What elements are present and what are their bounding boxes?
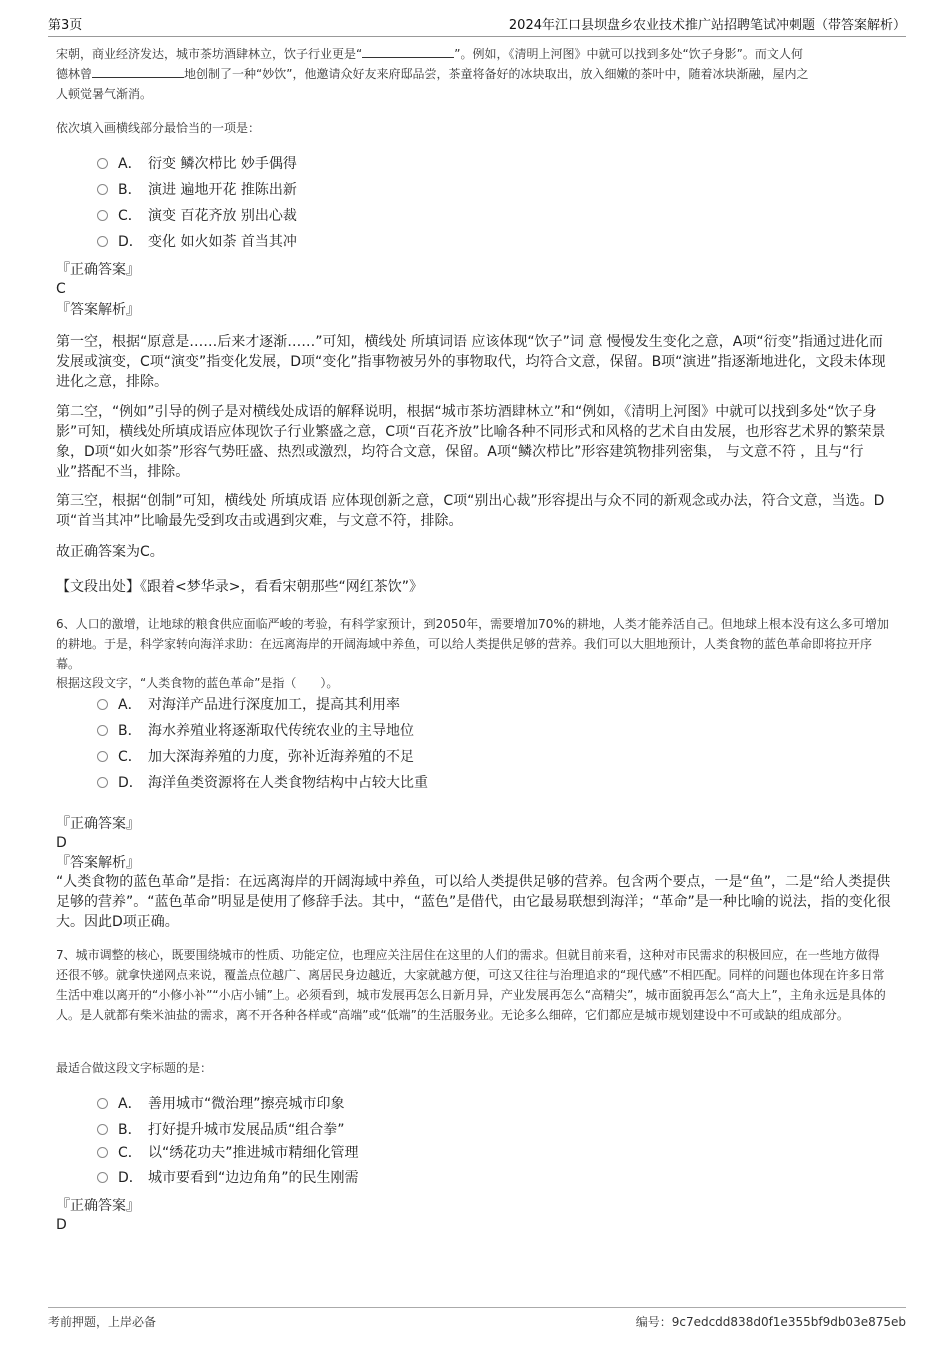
passage-text: 德林曾: [56, 67, 93, 81]
q5-option-d[interactable]: D． 变化 如火如荼 首当其冲: [97, 232, 297, 252]
radio-icon[interactable]: [97, 699, 108, 710]
q5-answer: C: [56, 281, 66, 297]
radio-icon[interactable]: [97, 777, 108, 788]
q5-analysis-label: 『答案解析』: [56, 302, 140, 318]
q7-option-c[interactable]: C． 以“绣花功夫”推进城市精细化管理: [97, 1143, 359, 1163]
q5-analysis-3: 第三空，根据“创制”可知，横线处 所填成语 应体现创新之意，C项“别出心裁”形容提出与众不同的新观念或办法，符合文意，当选。D项“首当其冲”比喻最先受到攻击或遇到灾难，与文意不符，排除。: [56, 493, 885, 529]
q7-option-d[interactable]: D． 城市要看到“边边角角”的民生刚需: [97, 1168, 359, 1188]
q6-option-a[interactable]: A． 对海洋产品进行深度加工，提高其利用率: [97, 695, 400, 715]
q5-option-b[interactable]: B． 演进 遍地开花 推陈出新: [97, 180, 297, 200]
q6-option-c[interactable]: C． 加大深海养殖的力度，弥补近海养殖的不足: [97, 747, 414, 767]
q6-stem: 6、人口的激增，让地球的粮食供应面临严峻的考验，有科学家预计，到2050年，需要增加70%的耕地，人类才能养活自己。但地球上根本没有这么多可增加的耕地。于是，科学家转向海洋求助：在远离海岸的开阔海域中养鱼，可以给人类提供足够的营养。我们可以大胆地预计，人类食物的蓝色革命即将拉开序幕。: [56, 617, 889, 671]
q6-option-d[interactable]: D． 海洋鱼类资源将在人类食物结构中占较大比重: [97, 773, 428, 793]
radio-icon[interactable]: [97, 1124, 108, 1135]
q6-option-b[interactable]: B． 海水养殖业将逐渐取代传统农业的主导地位: [97, 721, 414, 741]
radio-icon[interactable]: [97, 1098, 108, 1109]
q7-answer-label: 『正确答案』: [56, 1198, 140, 1214]
q7-option-a[interactable]: A． 善用城市“微治理”擦亮城市印象: [97, 1094, 345, 1114]
q5-passage: [56, 44, 891, 104]
passage-text: ”。例如，《清明上河图》中就可以找到多处“饮子身影”。而文人何: [454, 47, 803, 61]
footer-slogan: 考前押题，上岸必备: [48, 1315, 157, 1329]
footer-divider: [48, 1307, 906, 1308]
passage-text: 人顿觉暑气渐消。: [56, 87, 153, 101]
fill-blank: [362, 45, 454, 58]
q5-prompt: 依次填入画横线部分最恰当的一项是：: [56, 121, 261, 135]
radio-icon[interactable]: [97, 184, 108, 195]
q5-analysis-2: 第二空，“例如”引导的例子是对横线处成语的解释说明，根据“城市茶坊酒肆林立”和“例如，《清明上河图》中就可以找到多处“饮子身影”可知，横线处所填成语应体现饮子行业繁盛之意，C项“百花齐放”比喻各种不同形式和风格的艺术自由发展，也形容艺术界的繁荣景象，D项“如火如荼”形容气势旺盛、热烈或激烈，均符合文意，保留。A项“鳞次栉比”形容建筑物排列密集， 与文意不符 ，且与“行业”搭配不当，排除。: [56, 404, 886, 480]
q5-source: 【文段出处】《跟着<梦华录>，看看宋朝那些“网红茶饮”》: [56, 579, 423, 595]
q6-analysis-label: 『答案解析』: [56, 855, 140, 871]
q6-analysis: “人类食物的蓝色革命”是指：在远离海岸的开阔海域中养鱼，可以给人类提供足够的营养。包含两个要点，一是“鱼”，二是“给人类提供足够的营养”。“蓝色革命”明显是使用了修辞手法。其中，“蓝色”是借代，由它最易联想到海洋；“革命”是一种比喻的说法，指的变化很大。因此D项正确。: [56, 874, 891, 930]
header-divider: [48, 36, 906, 37]
page-number: 第3页: [48, 18, 83, 33]
radio-icon[interactable]: [97, 236, 108, 247]
radio-icon[interactable]: [97, 1172, 108, 1183]
radio-icon[interactable]: [97, 751, 108, 762]
passage-text: 地创制了一种“妙饮”，他邀请众好友来府邸品尝，茶童将备好的冰块取出，放入细嫩的茶叶中，随着冰块渐融，屋内之: [184, 67, 809, 81]
q5-answer-label: 『正确答案』: [56, 262, 140, 278]
q5-conclusion: 故正确答案为C。: [56, 544, 164, 560]
q5-option-a[interactable]: A． 衍变 鳞次栉比 妙手偶得: [97, 154, 297, 174]
q5-option-c[interactable]: C． 演变 百花齐放 别出心裁: [97, 206, 297, 226]
radio-icon[interactable]: [97, 158, 108, 169]
fill-blank: [92, 65, 184, 78]
q7-answer: D: [56, 1217, 67, 1233]
q7-option-b[interactable]: B． 打好提升城市发展品质“组合拳”: [97, 1120, 345, 1140]
q7-stem: 7、城市调整的核心，既要围绕城市的性质、功能定位，也理应关注居住在这里的人们的需求。但就目前来看，这种对市民需求的积极回应，在一些地方做得还很不够。就拿快递网点来说，覆盖点位越广、离居民身边越近，大家就越方便，可这又往往与治理追求的“现代感”不相匹配。同样的问题也体现在许多日常生活中难以离开的“小修小补”“小店小铺”上。必须看到，城市发展再怎么日新月异，产业发展再怎么“高精尖”，城市面貌再怎么“高大上”，主角永远是具体的人。是人就都有柴米油盐的需求，离不开各种各样或“高端”或“低端”的生活服务业。无论多么细碎，它们都应是城市规划建设中不可或缺的组成部分。: [56, 948, 886, 1022]
q6-prompt: 根据这段文字，“人类食物的蓝色革命”是指（ ）。: [56, 676, 339, 690]
q5-analysis-1: 第一空，根据“原意是……后来才逐渐……”可知，横线处 所填词语 应该体现“饮子”词 意 慢慢发生变化之意，A项“衍变”指通过进化而发展或演变，C项“演变”指变化发展，D项“变化”指事物被另外的事物取代，均符合文意，保留。B项“演进”指逐渐地进化，文段未体现进化之意，排除。: [56, 334, 886, 390]
q7-prompt: 最适合做这段文字标题的是：: [56, 1061, 213, 1075]
page-header: [48, 14, 906, 34]
document-code: 编号：9c7edcdd838d0f1e355bf9db03e875eb: [635, 1315, 906, 1329]
radio-icon[interactable]: [97, 210, 108, 221]
document-title: 2024年江口县坝盘乡农业技术推广站招聘笔试冲刺题（带答案解析）: [508, 18, 906, 33]
radio-icon[interactable]: [97, 725, 108, 736]
q6-answer: D: [56, 835, 67, 851]
radio-icon[interactable]: [97, 1147, 108, 1158]
passage-text: 宋朝，商业经济发达，城市茶坊酒肆林立，饮子行业更是“: [56, 47, 363, 61]
q6-answer-label: 『正确答案』: [56, 816, 140, 832]
